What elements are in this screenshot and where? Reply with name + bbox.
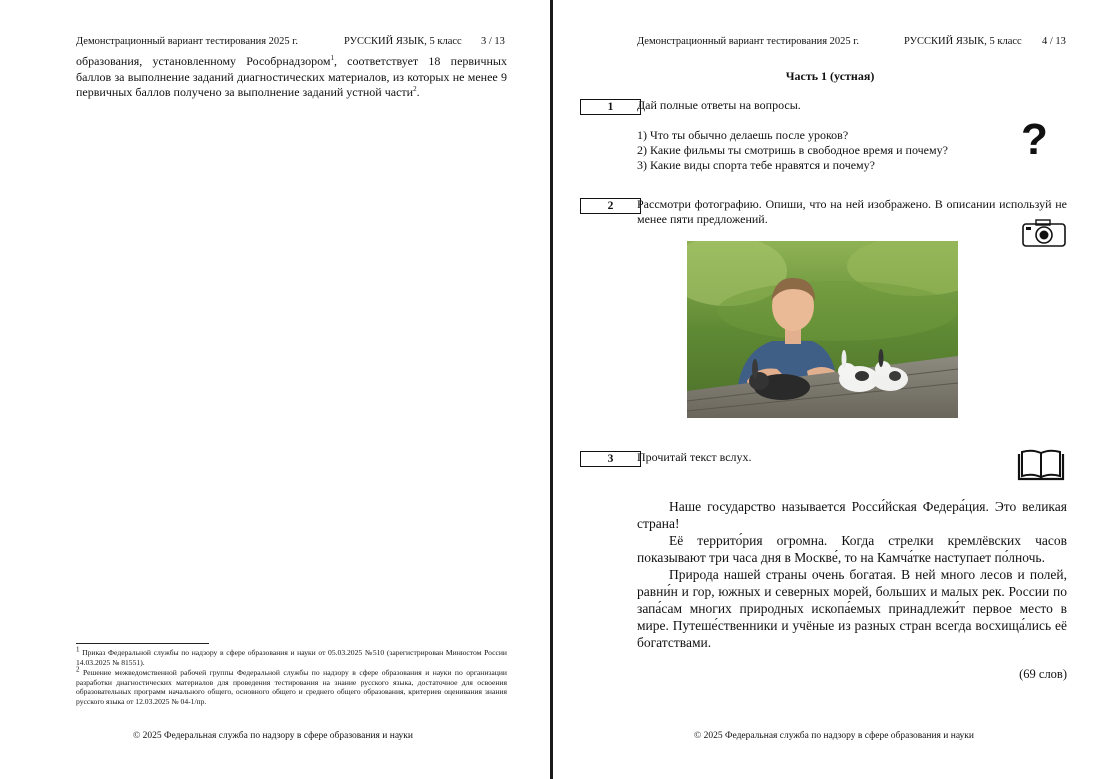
paragraph-text: образования, установленному Рособрнадзором [76,54,331,68]
footnote-divider [76,643,209,644]
footnote [76,665,507,706]
part-title: Часть 1 (устная) [785,69,875,83]
task-number-box: 3 [580,451,641,467]
right-page [553,0,1107,779]
question-mark-icon: ? [1021,115,1048,164]
task-instruction: Дай полные ответы на вопросы. [637,98,801,112]
header-title: Демонстрационный вариант тестирования 2025 г. [76,36,299,47]
paragraph-text: . [416,85,420,99]
footnote-mark: 1 [76,645,80,654]
footnote [76,645,507,667]
task-number-box: 1 [580,99,641,115]
continuation-paragraph [76,54,507,101]
question-item: 3) Какие виды спорта тебе нравятся и почему? [637,157,875,172]
header-page-number: 4 / 13 [1042,36,1066,47]
footnote-text: Приказ Федеральной службы по надзору в сфере образования и науки от 05.03.2025 №510 (зарегистрирован Минюстом России 14.03.2025 № 81551). [76,648,507,667]
page-footer: © 2025 Федеральная служба по надзору в сфере образования и науки [133,731,414,741]
header-subject: РУССКИЙ ЯЗЫК, 5 класс [904,36,1022,47]
boy-with-rabbits-photo [687,241,958,418]
footnote-text: Решение межведомственной рабочей группы Федеральной службы по надзору в сфере образования и науки по организации разработки диагностических материалов для проведения тестирования на знание русского языка, достаточное для освоения образовательных программ начального общего, основного общего и среднего общего образования, критериев оценивания знания русского языка от 12.03.2025 № 04-1/пр. [76,668,507,706]
paragraph-text: , соответствует 18 первичных баллов за выполнение заданий диагностических материалов, из которых не менее 9 первичных баллов получено за выполнение заданий устной части [76,54,507,99]
question-item: 2) Какие фильмы ты смотришь в свободное время и почему? [637,142,948,157]
reading-text [637,498,1067,651]
word-count: (69 слов) [1019,667,1067,681]
task-instruction: Прочитай текст вслух. [637,450,752,464]
left-page [0,0,550,779]
open-book-icon [1016,448,1066,482]
question-item: 1) Что ты обычно делаешь после уроков? [637,128,849,142]
reading-paragraph: Наше государство называется Росси́йская Федера́ция. Это великая страна! [637,499,1067,531]
camera-icon [1022,218,1066,248]
header-page-number: 3 / 13 [481,36,505,47]
footnote-ref: 2 [413,85,417,93]
page-footer: © 2025 Федеральная служба по надзору в сфере образования и науки [694,731,975,741]
header-subject: РУССКИЙ ЯЗЫК, 5 класс [344,36,462,47]
question-list [637,128,948,172]
task-number-box: 2 [580,198,641,214]
reading-paragraph: Природа нашей страны очень богатая. В ней много лесов и полей, равни́н и гор, южных и северных морей, больших и малых рек. России по запа́сам многих природных ископа́емых принадлежи́т первое место в мире. Путеше́ственники и учёные из разных стран всегда восхища́лись её богатствами. [637,567,1067,650]
reading-paragraph: Её террито́рия огромна. Когда стрелки кремлёвских часов показывают три часа дня в Москве́, то на Камча́тке наступает по́лночь. [637,533,1067,565]
footnote-ref: 1 [330,54,334,62]
task-instruction: Рассмотри фотографию. Опиши, что на ней изображено. В описании используй не менее пяти предложений. [637,197,1067,226]
footnote-mark: 2 [76,665,80,674]
footnotes [76,645,507,708]
header-title: Демонстрационный вариант тестирования 2025 г. [637,36,860,47]
